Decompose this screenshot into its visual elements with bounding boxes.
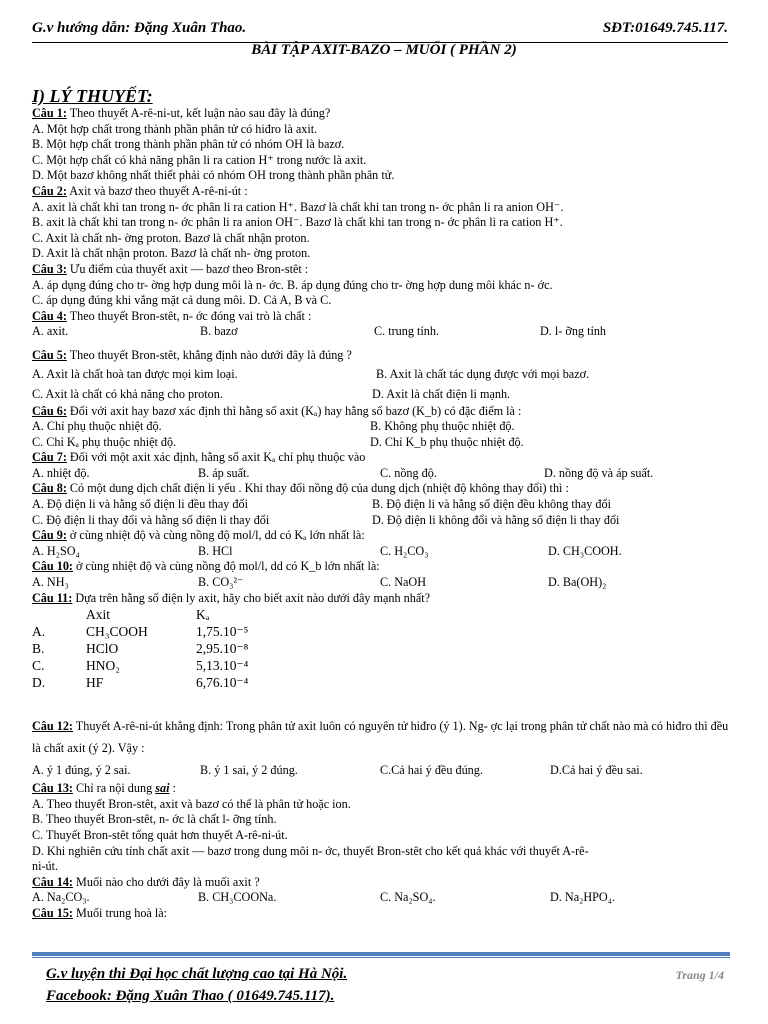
row-acid: CH₃COOH bbox=[86, 624, 148, 640]
footer-divider-thin bbox=[32, 957, 730, 958]
page-header bbox=[32, 20, 728, 43]
option-d: D.Cả hai ý đều sai. bbox=[550, 763, 643, 778]
row-option: A. bbox=[32, 624, 46, 640]
option-a: A. Na₂CO₃. bbox=[32, 890, 90, 905]
option-c: C. Axit là chất có khả năng cho proton. bbox=[32, 386, 223, 401]
options-row bbox=[32, 364, 738, 384]
question-10 bbox=[32, 559, 738, 575]
option-b: B. ý 1 sai, ý 2 đúng. bbox=[200, 763, 298, 778]
question-label: Câu 10: bbox=[32, 559, 73, 574]
question-text: Chỉ ra nội dung bbox=[72, 781, 156, 796]
options-row bbox=[32, 759, 738, 781]
option-a: A. Độ điện li và hằng số điện li đều thay đổi bbox=[32, 497, 248, 512]
option-c: C. Một hợp chất có khả năng phân li ra cation H⁺ trong nước là axit. bbox=[32, 152, 367, 167]
option-d: D. Ba(OH)₂ bbox=[548, 575, 607, 590]
option-c: C. Na₂SO₄. bbox=[380, 890, 436, 905]
row-ka: 5,13.10⁻⁴ bbox=[196, 658, 249, 674]
question-text: Dựa trên hằng số điện ly axit, hãy cho biết axit nào dưới đây mạnh nhất? bbox=[72, 590, 431, 605]
question-15 bbox=[32, 906, 738, 922]
question-label: Câu 8: bbox=[32, 481, 67, 496]
option-b: B. Axit là chất tác dụng được với mọi bazơ. bbox=[376, 366, 590, 381]
question-text: Theo thuyết Bron-stêt, n- ớc đóng vai trò là chất : bbox=[66, 308, 312, 323]
row-acid: HNO₂ bbox=[86, 658, 120, 674]
option-d: D. Axit là chất nhận proton. Bazơ là chất nh- ờng proton. bbox=[32, 246, 311, 261]
question-label: Câu 9: bbox=[32, 528, 67, 543]
question-label: Câu 6: bbox=[32, 403, 67, 418]
question-13 bbox=[32, 781, 738, 797]
option-b: B. CH₃COONa. bbox=[198, 890, 277, 905]
option-a: A. H₂SO₄ bbox=[32, 543, 80, 558]
footer-divider bbox=[32, 952, 730, 956]
option-d: D. nồng độ và áp suất. bbox=[544, 465, 654, 480]
option-d: D. CH₃COOH. bbox=[548, 543, 622, 558]
option-d-continued: ni-út. bbox=[32, 859, 59, 874]
option-c: C. H₂CO₃ bbox=[380, 543, 429, 558]
column-acid: Axit bbox=[86, 607, 111, 623]
option-a: A. axit là chất khi tan trong n- ớc phân li ra cation H⁺. Bazơ là chất khi tan trong n- ớc phân li ra anion OH⁻. bbox=[32, 199, 564, 214]
question-2 bbox=[32, 184, 738, 200]
question-text: Thuyết A-rê-ni-út khẳng định: Trong phân tử axit luôn có nguyên tử hiđro (ý 1). Ng- ợc lại trong phân tử chất nào mà có hiđro thì đều là chất axit (ý 2). Vậy : bbox=[32, 719, 729, 756]
emphasis-word: sai bbox=[155, 781, 170, 796]
option-c: C. Chỉ Kₐ phụ thuộc nhiệt độ. bbox=[32, 434, 177, 449]
option-a: A. NH₃ bbox=[32, 575, 69, 590]
table-row bbox=[32, 623, 738, 640]
question-label: Câu 5: bbox=[32, 347, 67, 362]
question-text: Muối nào cho dưới đây là muối axit ? bbox=[72, 874, 260, 889]
question-7 bbox=[32, 450, 738, 466]
option-b: B. Độ điện li và hằng số điện đều không thay đổi bbox=[372, 497, 611, 512]
question-label: Câu 13: bbox=[32, 781, 73, 796]
question-label: Câu 2: bbox=[32, 183, 67, 198]
option-a-b: A. áp dụng đúng cho tr- ờng hợp dung môi là n- ớc. B. áp dụng đúng cho tr- ờng hợp dung môi khác n- ớc. bbox=[32, 277, 553, 292]
question-list bbox=[32, 106, 738, 922]
question-1 bbox=[32, 106, 738, 122]
option-c: C. Thuyết Bron-stêt tổng quát hơn thuyết A-rê-ni-út. bbox=[32, 828, 288, 842]
acid-table bbox=[32, 606, 738, 691]
option-a: A. Chỉ phụ thuộc nhiệt độ. bbox=[32, 419, 162, 434]
page-number: Trang 1/4 bbox=[675, 968, 724, 982]
question-label: Câu 4: bbox=[32, 308, 67, 323]
question-3 bbox=[32, 262, 738, 278]
options-row bbox=[32, 513, 738, 529]
option-c: C. nồng độ. bbox=[380, 465, 437, 480]
question-text: Ưu điểm của thuyết axit — bazơ theo Bron-stêt : bbox=[66, 261, 309, 276]
option-a: A. Axit là chất hoà tan được mọi kim loại. bbox=[32, 366, 238, 381]
option-b: B. HCl bbox=[198, 543, 233, 558]
question-text: Axit và bazơ theo thuyết A-rê-ni-út : bbox=[66, 183, 248, 198]
option-d: D. Khi nghiên cứu tính chất axit — bazơ trong dung môi n- ớc, thuyết Bron-stêt cho kết quả khác với thuyết A-rê- bbox=[32, 843, 589, 858]
question-label: Câu 11: bbox=[32, 590, 73, 605]
phone-number: SĐT:01649.745.117. bbox=[602, 20, 728, 36]
question-label: Câu 7: bbox=[32, 450, 67, 465]
row-option: D. bbox=[32, 675, 46, 691]
option-a: A. ý 1 đúng, ý 2 sai. bbox=[32, 763, 131, 778]
row-acid: HClO bbox=[86, 641, 119, 657]
question-8 bbox=[32, 481, 738, 497]
options-row bbox=[32, 890, 738, 906]
question-text: Muối trung hoà là: bbox=[72, 905, 168, 920]
question-text: Theo thuyết Bron-stêt, khẳng định nào dưới đây là đúng ? bbox=[66, 347, 352, 362]
table-row bbox=[32, 657, 738, 674]
question-4 bbox=[32, 309, 738, 325]
option-b: B. CO₃²⁻ bbox=[198, 575, 244, 590]
question-5 bbox=[32, 348, 738, 364]
option-d: D. Axit là chất điện li mạnh. bbox=[372, 386, 511, 401]
option-b: B. bazơ bbox=[200, 324, 238, 339]
question-text: ở cùng nhiệt độ và cùng nồng độ mol/l, dd có Kₐ lớn nhất là: bbox=[66, 528, 365, 543]
question-text: Theo thuyết A-rê-ni-ut, kết luận nào sau đây là đúng? bbox=[66, 106, 331, 120]
row-ka: 1,75.10⁻⁵ bbox=[196, 624, 249, 640]
question-text: Đối với axit hay bazơ xác định thì hằng số axit (Kₐ) hay hằng số bazơ (K_b) có đặc điểm là : bbox=[66, 403, 522, 418]
question-text: ở cùng nhiệt độ và cùng nồng độ mol/l, dd có K_b lớn nhất là: bbox=[72, 559, 380, 574]
question-label: Câu 1: bbox=[32, 106, 67, 120]
footer-line-2: Facebook: Đặng Xuân Thao ( 01649.745.117). bbox=[46, 988, 335, 1004]
option-a: A. Theo thuyết Bron-stêt, axit và bazơ có thể là phân tử hoặc ion. bbox=[32, 796, 351, 811]
row-option: C. bbox=[32, 658, 45, 674]
option-b: B. áp suất. bbox=[198, 465, 250, 480]
question-text: Có một dung dịch chất điện li yếu . Khi thay đổi nồng độ của dung dịch (nhiệt độ không thay đổi) thì : bbox=[66, 481, 569, 496]
options-row bbox=[32, 575, 738, 591]
question-6 bbox=[32, 404, 738, 420]
options-row bbox=[32, 466, 738, 482]
option-b: B. Theo thuyết Bron-stêt, n- ớc là chất l- ỡng tính. bbox=[32, 812, 277, 827]
teacher-name: G.v hướng dẫn: Đặng Xuân Thao. bbox=[32, 20, 247, 36]
row-ka: 2,95.10⁻⁸ bbox=[196, 641, 249, 657]
options-row bbox=[32, 419, 738, 435]
row-acid: HF bbox=[86, 675, 104, 691]
footer-line-1: G.v luyện thi Đại học chất lượng cao tại Hà Nội. bbox=[46, 966, 348, 982]
section-heading: I) LÝ THUYẾT: bbox=[32, 86, 153, 106]
option-d: D. Chỉ K_b phụ thuộc nhiệt độ. bbox=[370, 434, 524, 449]
question-label: Câu 3: bbox=[32, 261, 67, 276]
row-option: B. bbox=[32, 641, 45, 657]
option-b: B. axit là chất khi tan trong n- ớc phân li ra anion OH⁻. Bazơ là chất khi tan trong n- ớc phân li ra cation H⁺. bbox=[32, 215, 563, 230]
options-row bbox=[32, 544, 738, 560]
option-c: C. NaOH bbox=[380, 575, 427, 590]
question-text: Đối với một axit xác định, hằng số axit Kₐ chỉ phụ thuộc vào bbox=[66, 450, 366, 465]
row-ka: 6,76.10⁻⁴ bbox=[196, 675, 249, 691]
option-c: C. Độ điện li thay đổi và hằng số điện li thay đổi bbox=[32, 512, 270, 527]
option-c: C. Axit là chất nh- ờng proton. Bazơ là chất nhận proton. bbox=[32, 230, 310, 245]
question-9 bbox=[32, 528, 738, 544]
option-c: C.Cả hai ý đều đúng. bbox=[380, 763, 483, 778]
option-a: A. axit. bbox=[32, 324, 69, 339]
option-d: D. Na₂HPO₄. bbox=[550, 890, 616, 905]
column-ka: Kₐ bbox=[196, 607, 210, 623]
options-row bbox=[32, 435, 738, 451]
option-c: C. trung tính. bbox=[374, 324, 440, 339]
question-14 bbox=[32, 875, 738, 891]
options-row bbox=[32, 384, 738, 404]
question-label: Câu 14: bbox=[32, 874, 73, 889]
question-label: Câu 12: bbox=[32, 719, 73, 734]
option-d: D. l- ỡng tính bbox=[540, 324, 607, 339]
option-c-d: C. áp dụng đúng khi vắng mặt cả dung môi. D. Cả A, B và C. bbox=[32, 293, 332, 308]
option-a: A. Một hợp chất trong thành phần phân tử có hiđro là axit. bbox=[32, 121, 318, 136]
options-row bbox=[32, 324, 738, 340]
question-label: Câu 15: bbox=[32, 905, 73, 920]
option-b: B. Một hợp chất trong thành phần phân tử có nhóm OH là bazơ. bbox=[32, 137, 345, 152]
question-text-end: : bbox=[169, 781, 176, 796]
question-12 bbox=[32, 715, 738, 759]
table-row bbox=[32, 674, 738, 691]
option-a: A. nhiệt độ. bbox=[32, 465, 90, 480]
options-row bbox=[32, 497, 738, 513]
option-d: D. Độ điện li không đổi và hằng số điện li thay đổi bbox=[372, 512, 620, 527]
table-row bbox=[32, 640, 738, 657]
question-11 bbox=[32, 591, 738, 607]
acid-table-header bbox=[32, 606, 738, 623]
option-b: B. Không phụ thuộc nhiệt độ. bbox=[370, 419, 515, 434]
document-title: BÀI TẬP AXIT-BAZO – MUỐI ( PHẦN 2) bbox=[251, 42, 517, 58]
option-d: D. Một bazơ không nhất thiết phải có nhóm OH trong thành phần phân tử. bbox=[32, 168, 395, 183]
